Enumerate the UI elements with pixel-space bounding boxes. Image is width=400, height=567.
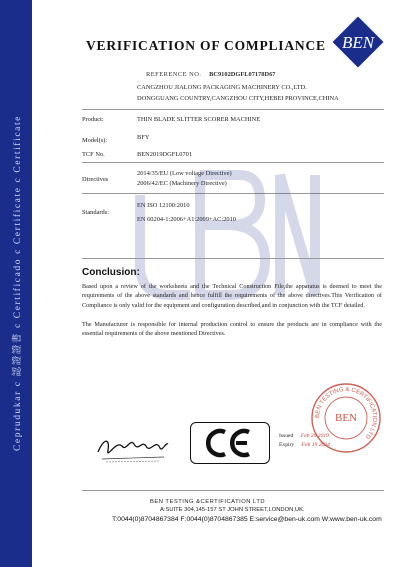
reference-line xyxy=(146,71,276,78)
company-name: CANGZHOU JIALONG PACKAGING MACHINERY CO.,LTD. xyxy=(137,84,307,91)
ce-mark-box xyxy=(190,422,270,464)
page-title: VERIFICATION OF COMPLIANCE xyxy=(86,38,326,53)
issued-line xyxy=(279,433,329,439)
expiry-label: Expiry xyxy=(279,442,295,448)
divider xyxy=(82,258,384,259)
footer-contact: T:0044(0)8704867384 F:0044(0)8704867385 E:service@ben-uk.com W:www.ben-uk.com xyxy=(112,516,382,523)
company-address: DONGGUANG COUNTRY,CANGZHOU CITY,HEBEI PROVINCE,CHINA xyxy=(137,95,339,102)
reference-value: BC9102DGFL07178D67 xyxy=(209,71,276,78)
model-label: Model(s): xyxy=(82,137,108,144)
left-sidebar-band xyxy=(0,0,32,567)
model-value: BFY xyxy=(137,134,150,141)
conclusion-paragraph-2: The Manufacturer is responsible for internal production control to ensure the products are in compliance with the essential requirements of the above mentioned Directives. xyxy=(82,321,382,338)
conclusion-title: Conclusion: xyxy=(82,267,140,278)
signature-icon xyxy=(94,430,170,466)
svg-text:BEN TESTING & CERTIFICATION L: BEN TESTING & CERTIFICATION LTD xyxy=(314,386,378,440)
ce-mark-icon xyxy=(191,423,269,463)
standard-2: EN 60204-1:2006+A1:2009+AC:2010 xyxy=(137,216,236,223)
company-block xyxy=(137,82,339,104)
footer-divider xyxy=(82,490,384,491)
sidebar-vertical-text: Ceprudukar c 認證證書 c Certificado c Certificate c Certificate xyxy=(13,114,23,452)
tcf-label: TCF No. xyxy=(82,151,105,158)
issued-label: Issued xyxy=(279,433,294,439)
directive-2: 2006/42/EC (Machinery Directive) xyxy=(137,180,227,187)
issued-date: Feb 20 2019 xyxy=(300,433,329,439)
standards-label: Standards: xyxy=(82,209,109,216)
expiry-line xyxy=(279,442,330,448)
expiry-date: Feb 19 2024 xyxy=(301,442,330,448)
footer-company: BEN TESTING &CERTIFICATION LTD xyxy=(150,499,266,505)
tcf-value: BEN2019DGFL0701 xyxy=(137,151,193,158)
conclusion-paragraph-1: Based upon a review of the worksheets and the Technical Construction File,the apparatus is deemed to meet the requirements of the above standards and hence fulfill the requirements of the above directives.This Verification of Compliance is only valid for the equipment and configuration described,and in conjunction with the TCF detailed. xyxy=(82,283,382,309)
directives-label: Directives xyxy=(82,176,109,183)
standard-1: EN ISO 12100:2010 xyxy=(137,202,190,209)
ben-logo-icon xyxy=(330,14,386,70)
product-label: Product: xyxy=(82,116,104,123)
footer-address: A:SUITE 304,145-157 ST JOHN STREET,LONDON,UK. xyxy=(160,507,305,513)
reference-label: REFERENCE NO. xyxy=(146,71,202,78)
logo-text: BEN xyxy=(341,33,375,52)
divider xyxy=(82,109,384,110)
stamp-center-text: BEN xyxy=(335,412,357,424)
product-value: THIN BLADE SLITTER SCORER MACHINE xyxy=(137,116,261,123)
directive-1: 2014/35/EU (Low voltage Directive) xyxy=(137,170,232,177)
